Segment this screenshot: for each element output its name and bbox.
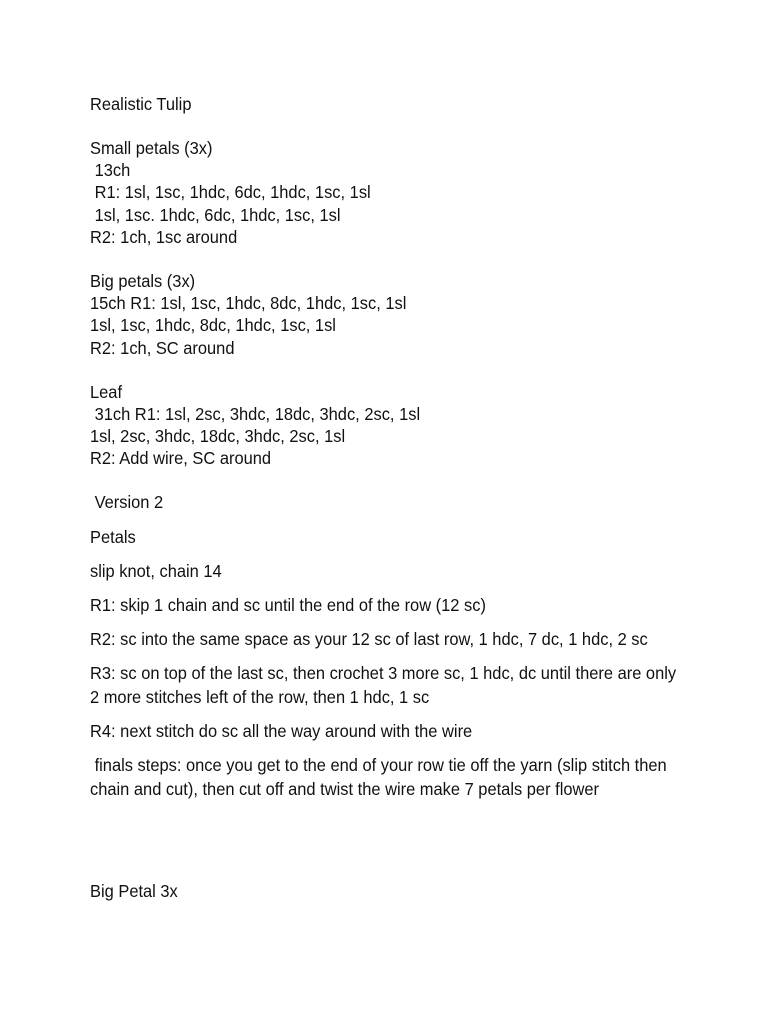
- small-petals-line: R1: 1sl, 1sc, 1hdc, 6dc, 1hdc, 1sc, 1sl: [90, 182, 371, 202]
- final-steps-line1: finals steps: once you get to the end of your row tie off the yarn (slip stitch then: [90, 755, 667, 775]
- leaf-line: 1sl, 2sc, 3hdc, 18dc, 3hdc, 2sc, 1sl: [90, 426, 346, 446]
- big-petals-line: 1sl, 1sc, 1hdc, 8dc, 1hdc, 1sc, 1sl: [90, 315, 336, 335]
- big-petals-line: 15ch R1: 1sl, 1sc, 1hdc, 8dc, 1hdc, 1sc, 1sl: [90, 293, 407, 313]
- leaf-line: R2: Add wire, SC around: [90, 448, 272, 468]
- step-r2: R2: sc into the same space as your 12 sc of last row, 1 hdc, 7 dc, 1 hdc, 2 sc: [90, 629, 648, 649]
- version-2-heading: Version 2: [90, 492, 164, 512]
- step-r4: R4: next stitch do sc all the way around with the wire: [90, 721, 473, 741]
- step-r3-line1: R3: sc on top of the last sc, then crochet 3 more sc, 1 hdc, dc until there are only: [90, 663, 677, 683]
- step-r3-line2: 2 more stitches left of the row, then 1 hdc, 1 sc: [90, 687, 430, 707]
- step-r1: R1: skip 1 chain and sc until the end of the row (12 sc): [90, 595, 486, 615]
- step-slip-knot: slip knot, chain 14: [90, 561, 222, 581]
- big-petals-heading: Big petals (3x): [90, 271, 196, 291]
- small-petals-line: 1sl, 1sc. 1hdc, 6dc, 1hdc, 1sc, 1sl: [90, 205, 341, 225]
- final-steps-line2: chain and cut), then cut off and twist the wire make 7 petals per flower: [90, 779, 600, 799]
- document-title: Realistic Tulip: [90, 94, 192, 114]
- leaf-line: 31ch R1: 1sl, 2sc, 3hdc, 18dc, 3hdc, 2sc, 1sl: [90, 404, 421, 424]
- leaf-heading: Leaf: [90, 382, 123, 402]
- small-petals-line: 13ch: [90, 160, 131, 180]
- small-petals-heading: Small petals (3x): [90, 138, 213, 158]
- small-petals-line: R2: 1ch, 1sc around: [90, 227, 238, 247]
- big-petal-footer: Big Petal 3x: [90, 881, 178, 901]
- big-petals-line: R2: 1ch, SC around: [90, 338, 235, 358]
- petals-heading: Petals: [90, 527, 136, 547]
